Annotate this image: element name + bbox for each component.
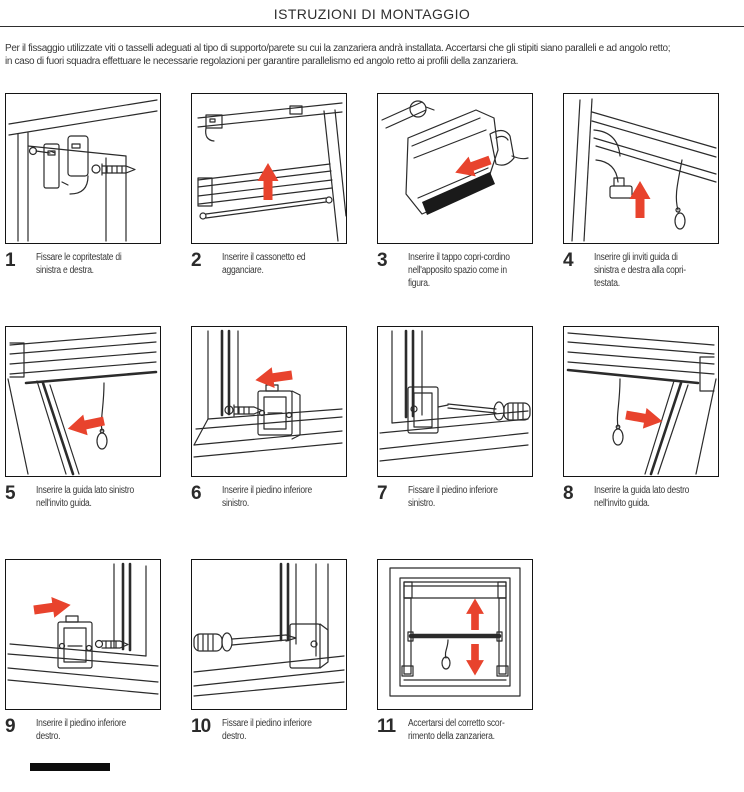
step-3-illustration xyxy=(378,94,532,243)
step-11-caption xyxy=(377,717,533,743)
step-7-number: 7 xyxy=(377,483,387,504)
red-arrow-left-icon xyxy=(66,411,107,439)
step-1-number: 1 xyxy=(5,250,15,271)
step-6-figure xyxy=(191,326,347,477)
step-3-number: 3 xyxy=(377,250,387,271)
step-9-text: Inserire il piedino inferiore destro. xyxy=(36,718,126,742)
step-1-illustration xyxy=(6,94,160,243)
step-2-text: Inserire il cassonetto ed agganciare. xyxy=(222,252,306,276)
footer-bar-partial xyxy=(30,763,110,771)
header xyxy=(0,0,744,27)
step-3-figure xyxy=(377,93,533,244)
step-9-illustration xyxy=(6,560,160,709)
step-3-cell xyxy=(377,93,533,326)
step-2-illustration xyxy=(192,94,346,243)
step-6-illustration xyxy=(192,327,346,476)
step-11-cell xyxy=(377,559,533,792)
step-7-cell xyxy=(377,326,533,559)
steps-grid xyxy=(0,93,744,792)
step-1-text: Fissare le copritestate di sinistra e destra. xyxy=(36,252,122,276)
step-4-number: 4 xyxy=(563,250,573,271)
step-6-caption xyxy=(191,484,347,510)
step-9-caption xyxy=(5,717,161,743)
step-8-text: Inserire la guida lato destro nell'invito guida. xyxy=(594,485,690,509)
step-8-figure xyxy=(563,326,719,477)
step-1-cell xyxy=(5,93,161,326)
step-11-number: 11 xyxy=(377,716,396,737)
step-6-number: 6 xyxy=(191,483,201,504)
step-2-cell xyxy=(191,93,347,326)
step-7-figure xyxy=(377,326,533,477)
step-4-caption xyxy=(563,251,719,290)
red-arrow-up-icon xyxy=(466,599,484,630)
red-arrow-down-icon xyxy=(466,644,484,675)
red-arrow-left-icon xyxy=(254,365,294,391)
step-10-illustration xyxy=(192,560,346,709)
step-2-figure xyxy=(191,93,347,244)
step-3-caption xyxy=(377,251,533,290)
step-5-caption xyxy=(5,484,161,510)
step-6-text: Inserire il piedino inferiore sinistro. xyxy=(222,485,312,509)
step-10-number: 10 xyxy=(191,716,211,737)
step-7-illustration xyxy=(378,327,532,476)
step-9-number: 9 xyxy=(5,716,15,737)
intro-paragraph xyxy=(5,43,738,68)
step-7-caption xyxy=(377,484,533,510)
step-5-text: Inserire la guida lato sinistro nell'invito guida. xyxy=(36,485,134,509)
intro-line-2: in caso di fuori squadra effettuare le necessarie regolazioni per garantire parallelismo ed angolo retto ai profili della zanzariera. xyxy=(5,55,519,67)
step-8-caption xyxy=(563,484,719,510)
step-5-cell xyxy=(5,326,161,559)
step-11-figure xyxy=(377,559,533,710)
step-5-number: 5 xyxy=(5,483,15,504)
step-11-illustration xyxy=(378,560,532,709)
step-4-figure xyxy=(563,93,719,244)
step-5-figure xyxy=(5,326,161,477)
step-9-cell xyxy=(5,559,161,792)
step-9-figure xyxy=(5,559,161,710)
step-10-figure xyxy=(191,559,347,710)
red-arrow-right-icon xyxy=(624,405,664,432)
page-title: ISTRUZIONI DI MONTAGGIO xyxy=(273,6,471,22)
step-8-illustration xyxy=(564,327,718,476)
step-4-illustration xyxy=(564,94,718,243)
step-10-caption xyxy=(191,717,347,743)
step-4-text: Inserire gli inviti guida di sinistra e destra alla copri-testata. xyxy=(594,252,686,289)
intro-line-1: Per il fissaggio utilizzate viti o tasselli adeguati al tipo di supporto/parete su cui la zanzariera andrà installata. Accertarsi che gli stipiti siano paralleli e ad angolo retto; xyxy=(5,43,671,54)
step-1-caption xyxy=(5,251,161,277)
step-8-number: 8 xyxy=(563,483,573,504)
red-arrow-up-icon xyxy=(630,181,651,218)
step-4-cell xyxy=(563,93,719,326)
step-5-illustration xyxy=(6,327,160,476)
step-8-cell xyxy=(563,326,719,559)
step-3-text: Inserire il tappo copri-cordino nell'apposito spazio come in figura. xyxy=(408,252,510,289)
step-2-number: 2 xyxy=(191,250,201,271)
step-6-cell xyxy=(191,326,347,559)
step-10-text: Fissare il piedino inferiore destro. xyxy=(222,718,312,742)
step-2-caption xyxy=(191,251,347,277)
step-1-figure xyxy=(5,93,161,244)
step-7-text: Fissare il piedino inferiore sinistro. xyxy=(408,485,498,509)
step-11-text: Accertarsi del corretto scor-rimento della zanzariera. xyxy=(408,718,505,742)
step-10-cell xyxy=(191,559,347,792)
title-rule xyxy=(0,26,744,27)
